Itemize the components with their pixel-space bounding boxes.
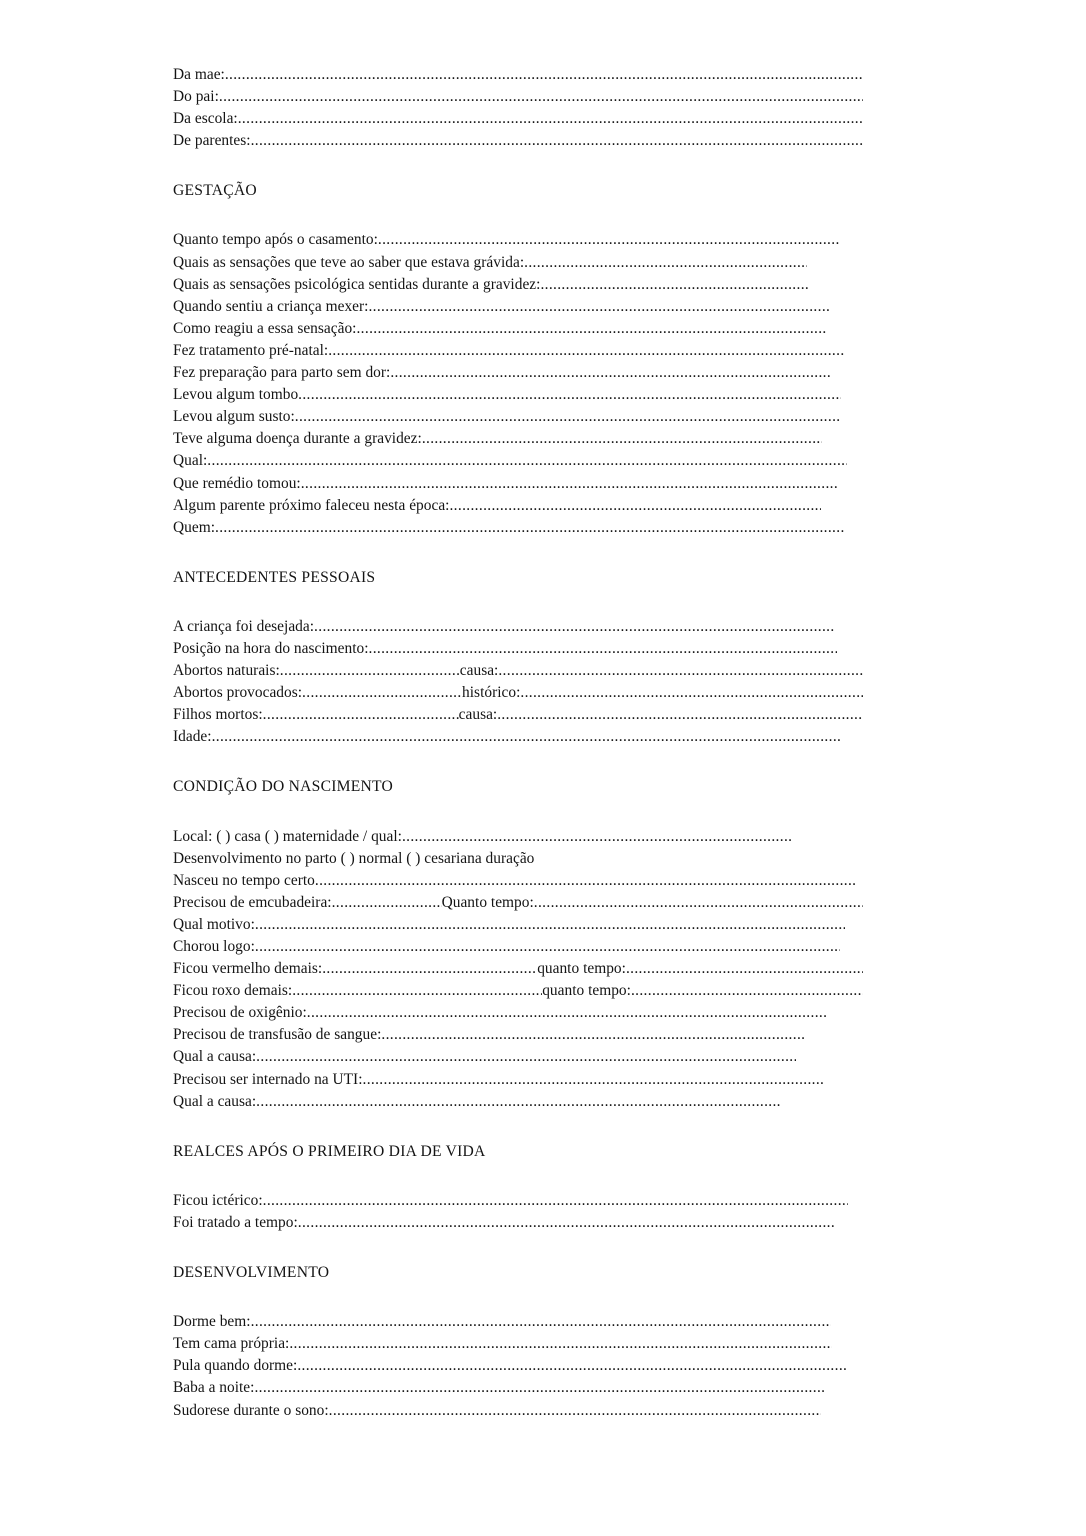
- dot-leader: [422, 428, 822, 450]
- form-field-row[interactable]: [173, 362, 863, 384]
- form-field-row[interactable]: [173, 1024, 863, 1046]
- dot-leader: [292, 980, 542, 1002]
- form-field-row[interactable]: [173, 517, 863, 539]
- field-label: Ficou vermelho demais:: [173, 960, 323, 978]
- field-label-secondary: quanto tempo:: [537, 960, 626, 978]
- form-section-realces: [173, 1113, 863, 1234]
- dot-leader: [207, 450, 847, 472]
- dot-leader: [238, 108, 863, 130]
- field-label: Como reagiu a essa sensação:: [173, 319, 357, 337]
- dot-leader-secondary: [631, 980, 863, 1002]
- form-field-row[interactable]: [173, 1091, 863, 1113]
- dot-leader: [251, 130, 863, 152]
- heading-spacer: [173, 1284, 863, 1311]
- section-spacer: [173, 152, 863, 180]
- form-field-row[interactable]: [173, 704, 863, 726]
- field-label: Qual a causa:: [173, 1048, 257, 1066]
- heading-spacer: [173, 799, 863, 826]
- dot-leader: [390, 362, 830, 384]
- dot-leader: [369, 638, 837, 660]
- dot-leader: [280, 660, 460, 682]
- field-label-secondary: causa:: [459, 662, 499, 680]
- dot-leader: [402, 826, 792, 848]
- section-heading-realces: REALCES APÓS O PRIMEIRO DIA DE VIDA: [173, 1142, 486, 1160]
- dot-leader: [263, 1190, 848, 1212]
- dot-leader: [449, 495, 821, 517]
- form-field-row[interactable]: [173, 318, 863, 340]
- dot-leader: [212, 726, 842, 748]
- form-field-row[interactable]: [173, 616, 863, 638]
- form-field-row[interactable]: [173, 826, 863, 848]
- field-label: Pula quando dorme:: [173, 1357, 298, 1375]
- section-heading-desenvolvimento: DESENVOLVIMENTO: [173, 1264, 330, 1282]
- form-field-row[interactable]: [173, 980, 863, 1002]
- heading-spacer: [173, 1163, 863, 1190]
- dot-leader: [219, 86, 863, 108]
- field-label: Desenvolvimento no parto ( ) normal ( ) cesariana duração: [173, 849, 535, 867]
- form-field-row[interactable]: [173, 726, 863, 748]
- form-field-row[interactable]: [173, 1190, 863, 1212]
- dot-leader: [329, 1400, 821, 1422]
- field-label: Levou algum susto:: [173, 408, 295, 426]
- dot-leader: [332, 892, 442, 914]
- dot-leader: [298, 1212, 835, 1234]
- form-field-row[interactable]: [173, 1046, 863, 1068]
- form-field-row[interactable]: [173, 958, 863, 980]
- dot-leader: [307, 1002, 827, 1024]
- dot-leader: [322, 958, 537, 980]
- dot-leader: [297, 1355, 847, 1377]
- form-field-row[interactable]: [173, 1377, 863, 1399]
- form-field-row[interactable]: [173, 914, 863, 936]
- field-label: Baba a noite:: [173, 1379, 255, 1397]
- field-label: De parentes:: [173, 132, 251, 150]
- field-label: Filhos mortos:: [173, 706, 263, 724]
- field-label: Ficou roxo demais:: [173, 982, 293, 1000]
- field-label: Da escola:: [173, 110, 238, 128]
- section-heading-gestacao: GESTAÇÃO: [173, 182, 257, 200]
- section-heading-antecedentes-pessoais: ANTECEDENTES PESSOAIS: [173, 568, 376, 586]
- form-field-row[interactable]: [173, 870, 863, 892]
- dot-leader-secondary: [534, 892, 863, 914]
- dot-leader: [215, 517, 845, 539]
- form-field-row[interactable]: [173, 252, 863, 274]
- form-field-row[interactable]: [173, 229, 863, 251]
- heading-spacer: [173, 589, 863, 616]
- form-field-row[interactable]: [173, 86, 863, 108]
- field-label: Do pai:: [173, 88, 219, 106]
- field-label: Quando sentiu a criança mexer:: [173, 297, 369, 315]
- form-field-row[interactable]: [173, 296, 863, 318]
- dot-leader: [368, 296, 831, 318]
- form-field-row[interactable]: [173, 406, 863, 428]
- form-field-row[interactable]: [173, 274, 863, 296]
- field-label: Chorou logo:: [173, 938, 255, 955]
- dot-leader: [302, 682, 462, 704]
- form-field-row[interactable]: [173, 108, 863, 130]
- dot-leader: [255, 914, 845, 936]
- field-label: Que remédio tomou:: [173, 474, 301, 492]
- field-label: Posição na hora do nascimento:: [173, 639, 369, 657]
- dot-leader-secondary: [497, 704, 863, 726]
- field-label: Ficou ictérico:: [173, 1191, 263, 1209]
- dot-leader: [295, 406, 840, 428]
- field-label: Idade:: [173, 728, 212, 746]
- dot-leader: [289, 1333, 832, 1355]
- form-field-row[interactable]: [173, 1002, 863, 1024]
- form-field-row[interactable]: [173, 936, 863, 958]
- dot-leader: [315, 870, 855, 892]
- field-label: Abortos naturais:: [173, 662, 280, 680]
- form-field-row[interactable]: [173, 428, 863, 450]
- field-label: Local: ( ) casa ( ) maternidade / qual:: [173, 827, 402, 845]
- form-field-row[interactable]: [173, 682, 863, 704]
- field-label: Precisou de oxigênio:: [173, 1004, 307, 1022]
- form-field-row[interactable]: [173, 892, 863, 914]
- dot-leader: [251, 1311, 831, 1333]
- form-field-row[interactable]: [173, 495, 863, 517]
- form-field-row[interactable]: [173, 1333, 863, 1355]
- field-label-secondary: histórico:: [462, 684, 521, 702]
- section-spacer: [173, 1234, 863, 1262]
- dot-leader-secondary: [520, 682, 863, 704]
- form-field-row[interactable]: [173, 384, 863, 406]
- dot-leader: [263, 704, 459, 726]
- field-label: A criança foi desejada:: [173, 617, 315, 635]
- field-label: Fez tratamento pré-natal:: [173, 341, 329, 359]
- field-label: Qual:: [173, 452, 208, 470]
- field-label: Tem cama própria:: [173, 1335, 290, 1353]
- field-label: Qual a causa:: [173, 1092, 257, 1110]
- heading-spacer: [173, 202, 863, 229]
- form-section-condicao-do-nascimento: [173, 748, 863, 1112]
- form-field-row[interactable]: [173, 660, 863, 682]
- dot-leader: [298, 384, 841, 406]
- form-field-row[interactable]: [173, 1212, 863, 1234]
- form-field-row[interactable]: [173, 848, 863, 870]
- field-label: Dorme bem:: [173, 1313, 251, 1331]
- dot-leader: [378, 229, 840, 251]
- section-heading-condicao-do-nascimento: CONDIÇÃO DO NASCIMENTO: [173, 778, 394, 796]
- form-field-row[interactable]: [173, 130, 863, 152]
- field-label-secondary: Quanto tempo:: [441, 893, 534, 911]
- field-label: Da mae:: [173, 66, 225, 83]
- section-spacer: [173, 539, 863, 567]
- field-label: Teve alguma doença durante a gravidez:: [173, 430, 422, 448]
- dot-leader: [254, 1377, 824, 1399]
- field-label: Precisou ser internado na UTI:: [173, 1070, 363, 1088]
- field-label-secondary: causa:: [458, 706, 498, 724]
- form-field-row[interactable]: [173, 1355, 863, 1377]
- form-field-row[interactable]: [173, 1400, 863, 1422]
- field-label: Precisou de transfusão de sangue:: [173, 1026, 382, 1044]
- field-label: Foi tratado a tempo:: [173, 1213, 298, 1231]
- form-content: [173, 64, 863, 1422]
- field-label: Sudorese durante o sono:: [173, 1401, 329, 1419]
- field-label: Quanto tempo após o casamento:: [173, 231, 378, 249]
- form-field-row[interactable]: [173, 638, 863, 660]
- dot-leader: [225, 64, 863, 86]
- section-spacer: [173, 1113, 863, 1141]
- dot-leader: [381, 1024, 806, 1046]
- dot-leader: [524, 252, 807, 274]
- field-label: Quais as sensações psicológica sentidas durante a gravidez:: [173, 275, 541, 293]
- field-label: Fez preparação para parto sem dor:: [173, 364, 391, 382]
- dot-leader: [301, 473, 839, 495]
- field-label: Qual motivo:: [173, 915, 255, 933]
- form-field-row[interactable]: [173, 1069, 863, 1091]
- form-field-row[interactable]: [173, 340, 863, 362]
- form-field-row[interactable]: [173, 64, 863, 86]
- dot-leader: [540, 274, 810, 296]
- dot-leader-secondary: [498, 660, 863, 682]
- field-label: Algum parente próximo faleceu nesta época:: [173, 496, 450, 514]
- field-label: Nasceu no tempo certo: [173, 871, 315, 889]
- dot-leader: [255, 936, 840, 958]
- dot-leader: [314, 616, 835, 638]
- field-label: Levou algum tombo: [173, 386, 299, 404]
- form-field-row[interactable]: [173, 450, 863, 472]
- form-section-informantes: [173, 64, 863, 152]
- form-section-gestacao: [173, 152, 863, 538]
- dot-leader-secondary: [626, 958, 863, 980]
- dot-leader: [356, 318, 826, 340]
- field-label: Precisou de emcubadeira:: [173, 893, 332, 911]
- form-section-desenvolvimento: [173, 1234, 863, 1422]
- field-label-secondary: quanto tempo:: [542, 982, 631, 1000]
- field-label: Quais as sensações que teve ao saber que estava grávida:: [173, 253, 525, 271]
- section-spacer: [173, 748, 863, 776]
- dot-leader: [256, 1046, 796, 1068]
- form-section-antecedentes-pessoais: [173, 539, 863, 749]
- field-label: Quem:: [173, 518, 215, 536]
- form-field-row[interactable]: [173, 1311, 863, 1333]
- field-label: Abortos provocados:: [173, 684, 303, 702]
- dot-leader: [256, 1091, 781, 1113]
- dot-leader: [363, 1069, 823, 1091]
- dot-leader: [328, 340, 844, 362]
- form-field-row[interactable]: [173, 473, 863, 495]
